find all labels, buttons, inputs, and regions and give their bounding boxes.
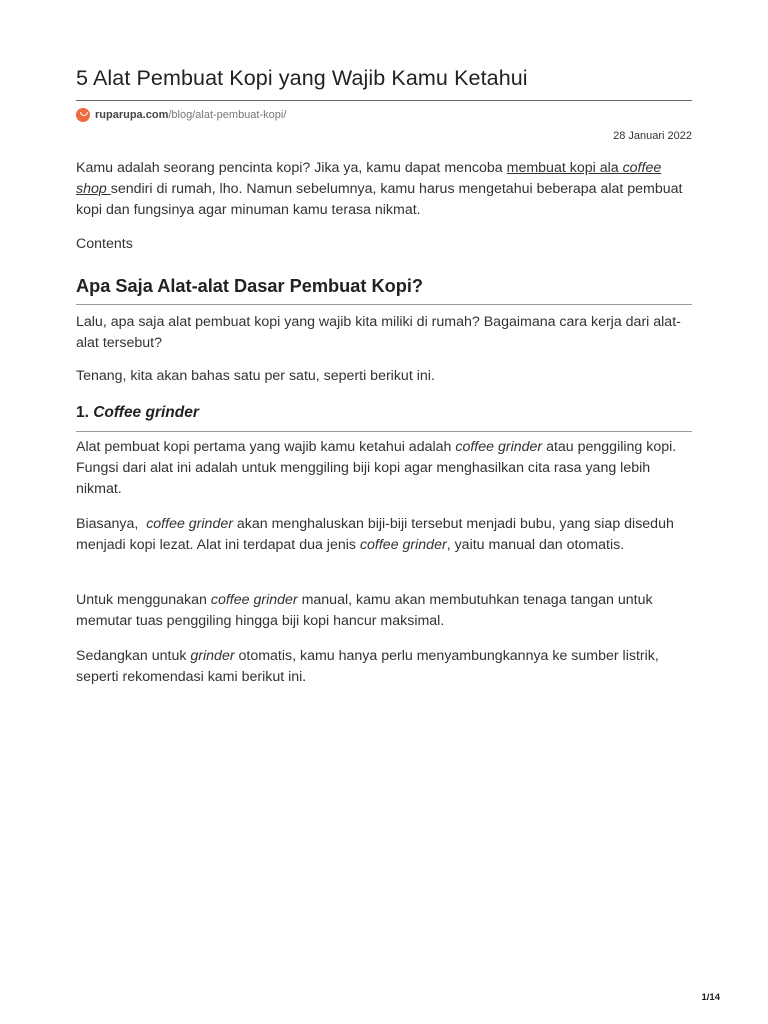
- source-path[interactable]: /blog/alat-pembuat-kopi/: [168, 109, 287, 121]
- publish-date: 28 Januari 2022: [613, 130, 692, 142]
- ruparupa-logo-icon: [76, 108, 90, 122]
- intro-paragraph: [76, 158, 692, 221]
- intro-link[interactable]: membuat kopi ala coffee shop: [76, 160, 662, 197]
- page-title: 5 Alat Pembuat Kopi yang Wajib Kamu Ketahui: [76, 66, 528, 90]
- grinder-paragraph-1: Alat pembuat kopi pertama yang wajib kamu ketahui adalah coffee grinder atau penggiling kopi. Fungsi dari alat ini adalah untuk menggiling biji kopi agar menghasilkan cita rasa yang lebih nikmat.: [76, 439, 677, 497]
- section-divider: [76, 304, 692, 305]
- title-divider: [76, 100, 692, 101]
- page-number: 1/14: [701, 992, 720, 1003]
- subsection-heading: 1. Coffee grinder: [76, 404, 199, 421]
- source-domain[interactable]: ruparupa.com: [95, 109, 169, 121]
- grinder-paragraph-4: Sedangkan untuk grinder otomatis, kamu hanya perlu menyambungkannya ke sumber listrik, seperti rekomendasi kami berikut ini.: [76, 648, 659, 685]
- intro-text-after: sendiri di rumah, lho. Namun sebelumnya, kamu harus mengetahui beberapa alat pembuat kopi dan fungsinya agar minuman kamu terasa nikmat.: [76, 181, 683, 218]
- grinder-paragraph-2: Biasanya, coffee grinder akan menghaluskan biji-biji tersebut menjadi bubu, yang siap diseduh menjadi kopi lezat. Alat ini terdapat dua jenis coffee grinder, yaitu manual dan otomatis.: [76, 516, 674, 553]
- source-line: [76, 108, 286, 122]
- intro-text-before: Kamu adalah seorang pencinta kopi? Jika ya, kamu dapat mencoba: [76, 160, 507, 176]
- grinder-paragraph-3: Untuk menggunakan coffee grinder manual, kamu akan membutuhkan tenaga tangan untuk memutar tuas penggiling hingga biji kopi hancur maksimal.: [76, 592, 653, 629]
- subsection-divider: [76, 431, 692, 432]
- section-paragraph-2: Tenang, kita akan bahas satu per satu, seperti berikut ini.: [76, 368, 435, 384]
- section-paragraph-1: Lalu, apa saja alat pembuat kopi yang wajib kita miliki di rumah? Bagaimana cara kerja dari alat-alat tersebut?: [76, 314, 681, 351]
- section-heading: Apa Saja Alat-alat Dasar Pembuat Kopi?: [76, 276, 424, 296]
- contents-label[interactable]: Contents: [76, 236, 133, 252]
